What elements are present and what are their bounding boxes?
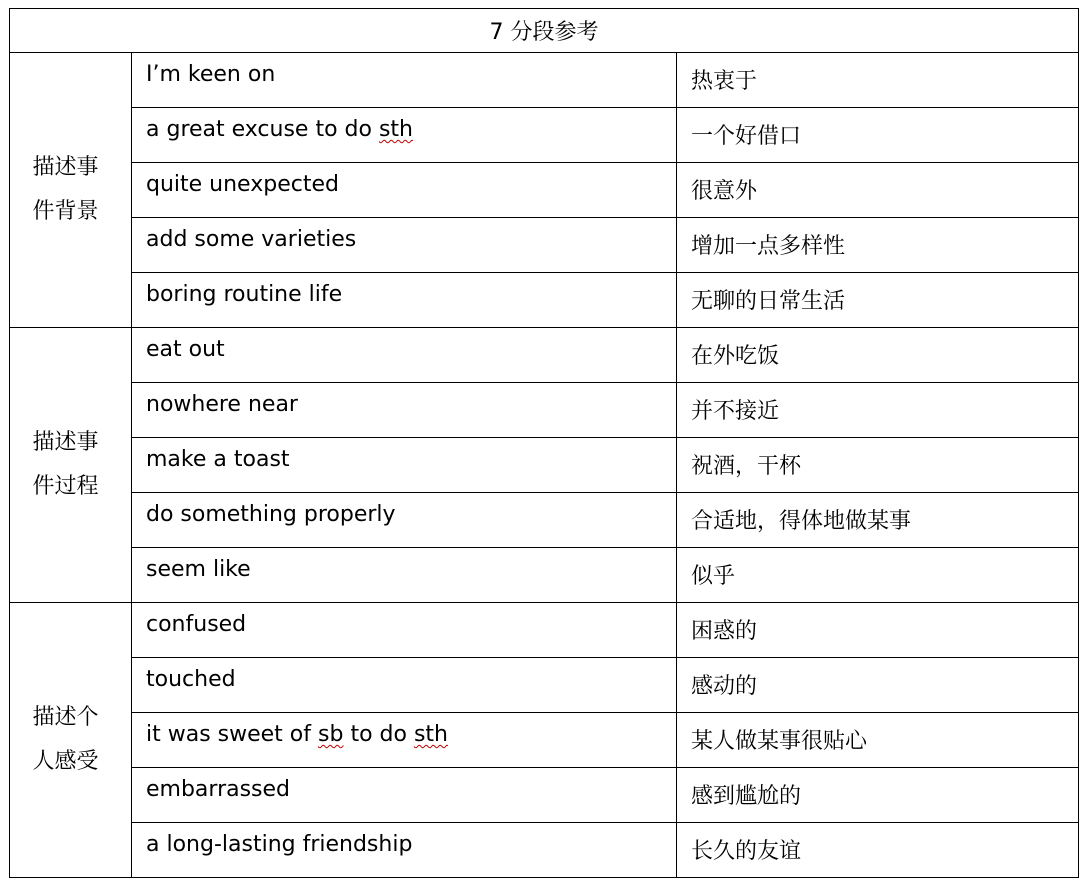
table-row	[10, 603, 1079, 658]
category-label: 描述事件背景	[32, 155, 99, 224]
chinese-meaning: 祝酒，干杯	[677, 438, 1079, 493]
phrase-text: a great excuse to do	[146, 117, 379, 142]
chinese-meaning: 无聊的日常生活	[677, 273, 1079, 328]
table-title-row	[10, 9, 1079, 53]
table-row	[10, 438, 1079, 493]
phrase-text: to do	[343, 722, 414, 747]
chinese-meaning: 似乎	[677, 548, 1079, 603]
chinese-meaning: 很意外	[677, 163, 1079, 218]
table-row	[10, 383, 1079, 438]
spellcheck-underlined-word: sb	[318, 722, 344, 747]
table-row	[10, 548, 1079, 603]
english-phrase	[132, 108, 677, 163]
table-row	[10, 273, 1079, 328]
category-cell	[10, 603, 132, 878]
phrase-table	[9, 8, 1079, 878]
chinese-meaning: 热衷于	[677, 53, 1079, 108]
chinese-meaning: 一个好借口	[677, 108, 1079, 163]
english-phrase: nowhere near	[132, 383, 677, 438]
phrase-text: it was sweet of	[146, 722, 319, 747]
english-phrase: touched	[132, 658, 677, 713]
english-phrase: quite unexpected	[132, 163, 677, 218]
english-phrase: make a toast	[132, 438, 677, 493]
table-row	[10, 163, 1079, 218]
table-row	[10, 823, 1079, 878]
english-phrase: do something properly	[132, 493, 677, 548]
english-phrase: add some varieties	[132, 218, 677, 273]
english-phrase	[132, 713, 677, 768]
english-phrase: confused	[132, 603, 677, 658]
english-phrase: eat out	[132, 328, 677, 383]
table-row	[10, 328, 1079, 383]
table-row	[10, 493, 1079, 548]
chinese-meaning: 感到尴尬的	[677, 768, 1079, 823]
chinese-meaning: 长久的友谊	[677, 823, 1079, 878]
chinese-meaning: 并不接近	[677, 383, 1079, 438]
english-phrase: boring routine life	[132, 273, 677, 328]
english-phrase: I’m keen on	[132, 53, 677, 108]
english-phrase: embarrassed	[132, 768, 677, 823]
spellcheck-underlined-word: sth	[378, 117, 413, 142]
table-title: 7 分段参考	[10, 9, 1079, 53]
table-row	[10, 768, 1079, 823]
chinese-meaning: 某人做某事很贴心	[677, 713, 1079, 768]
english-phrase: seem like	[132, 548, 677, 603]
chinese-meaning: 合适地，得体地做某事	[677, 493, 1079, 548]
chinese-meaning: 困惑的	[677, 603, 1079, 658]
chinese-meaning: 感动的	[677, 658, 1079, 713]
spellcheck-underlined-word: sth	[413, 722, 448, 747]
category-label: 描述事件过程	[32, 430, 99, 499]
table-row	[10, 218, 1079, 273]
category-cell	[10, 53, 132, 328]
table-row	[10, 658, 1079, 713]
category-cell	[10, 328, 132, 603]
chinese-meaning: 在外吃饭	[677, 328, 1079, 383]
table-row	[10, 53, 1079, 108]
table-row	[10, 108, 1079, 163]
category-label: 描述个人感受	[32, 705, 99, 774]
table-row	[10, 713, 1079, 768]
chinese-meaning: 增加一点多样性	[677, 218, 1079, 273]
english-phrase: a long-lasting friendship	[132, 823, 677, 878]
